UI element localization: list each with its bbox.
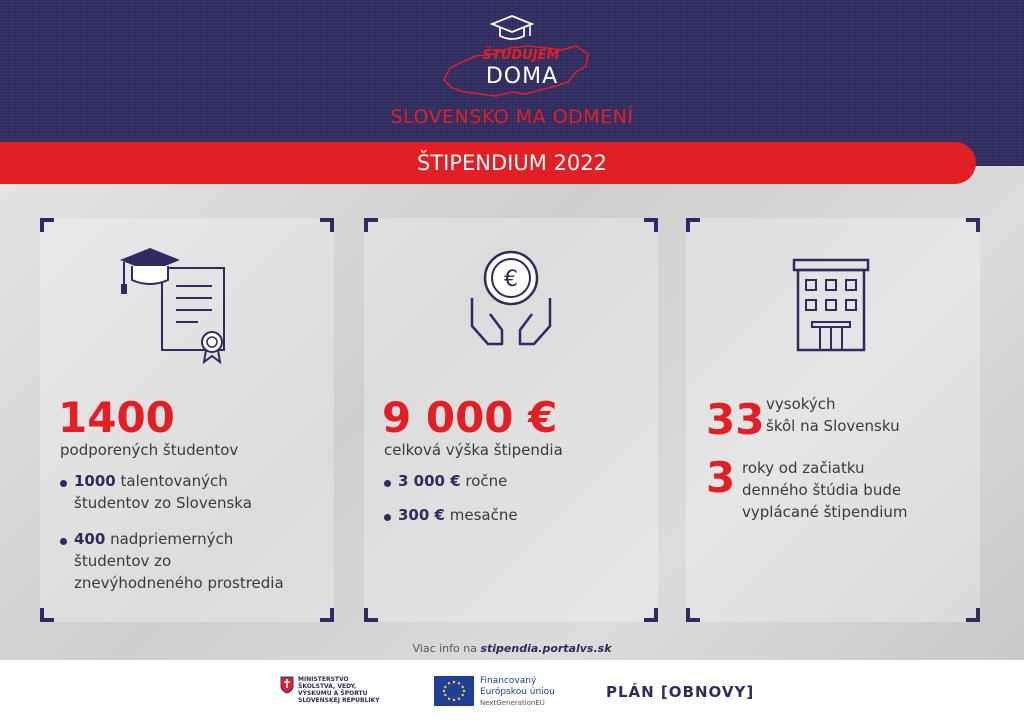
amount-bullet-yearly: 3 000 € ročne	[398, 472, 508, 490]
frame-corner	[40, 218, 54, 232]
info-link[interactable]: stipendia.portalvs.sk	[480, 642, 612, 655]
frame-corner	[644, 218, 658, 232]
bullet-dot	[60, 480, 67, 487]
school-building-icon	[790, 258, 872, 352]
card-schools	[686, 218, 980, 622]
amount-label: celková výška štipendia	[384, 441, 563, 459]
frame-corner	[364, 218, 378, 232]
frame-corner	[966, 608, 980, 622]
logo-word-studujem: ŠTUDUJEM	[482, 48, 560, 63]
schools-text-line1: vysokých	[766, 395, 836, 413]
diploma-cap-icon	[118, 242, 230, 364]
ministry-crest-icon	[280, 676, 294, 694]
svg-text:€: €	[504, 267, 518, 292]
years-text-line1: roky od začiatku	[742, 459, 865, 477]
more-info: Viac info na stipendia.portalvs.sk	[412, 642, 612, 655]
years-text-line2: denného štúdia bude	[742, 481, 902, 499]
schools-count: 33	[706, 395, 765, 444]
slogan: SLOVENSKO MA ODMENÍ	[390, 106, 634, 128]
ministry-logo-text: MINISTERSTVO ŠKOLSTVA, VEDY, VÝSKUMU A ŠPORTU SLOVENSKEJ REPUBLIKY	[298, 676, 380, 704]
students-bullet-above-average-line3: znevýhodneného prostredia	[74, 574, 284, 592]
years-count: 3	[706, 453, 736, 502]
frame-corner	[686, 218, 700, 232]
students-bullet-above-average: 400 nadpriemerných	[74, 530, 234, 548]
eu-flag-icon	[434, 676, 474, 706]
eu-funding-text: Financovaný Európskou úniou NextGenerationEU	[480, 676, 555, 707]
frame-corner	[686, 608, 700, 622]
graduation-cap-icon	[490, 14, 534, 44]
bullet-dot	[60, 538, 67, 545]
hands-euro-coin-icon	[468, 248, 554, 352]
frame-corner	[644, 608, 658, 622]
students-bullet-talented-line2: študentov zo Slovenska	[74, 494, 252, 512]
bullet-dot	[384, 480, 391, 487]
plan-obnovy-logo: PLÁN [OBNOVY]	[606, 683, 755, 701]
years-text-line3: vyplácané štipendium	[742, 503, 908, 521]
page-title: ŠTIPENDIUM 2022	[417, 151, 607, 175]
card-students	[40, 218, 334, 622]
card-amount	[364, 218, 658, 622]
frame-corner	[966, 218, 980, 232]
frame-corner	[40, 608, 54, 622]
amount-bullet-monthly: 300 € mesačne	[398, 506, 518, 524]
frame-corner	[320, 218, 334, 232]
students-bullet-above-average-line2: študentov zo	[74, 552, 172, 570]
amount-total: 9 000 €	[382, 393, 558, 442]
schools-text-line2: škôl na Slovensku	[766, 417, 900, 435]
frame-corner	[320, 608, 334, 622]
studujem-doma-logo	[436, 12, 596, 102]
students-label: podporených študentov	[60, 441, 239, 459]
frame-corner	[364, 608, 378, 622]
students-bullet-talented: 1000 talentovaných	[74, 472, 228, 490]
logo-word-doma: DOMA	[485, 64, 559, 89]
students-count: 1400	[58, 393, 175, 442]
bullet-dot	[384, 514, 391, 521]
